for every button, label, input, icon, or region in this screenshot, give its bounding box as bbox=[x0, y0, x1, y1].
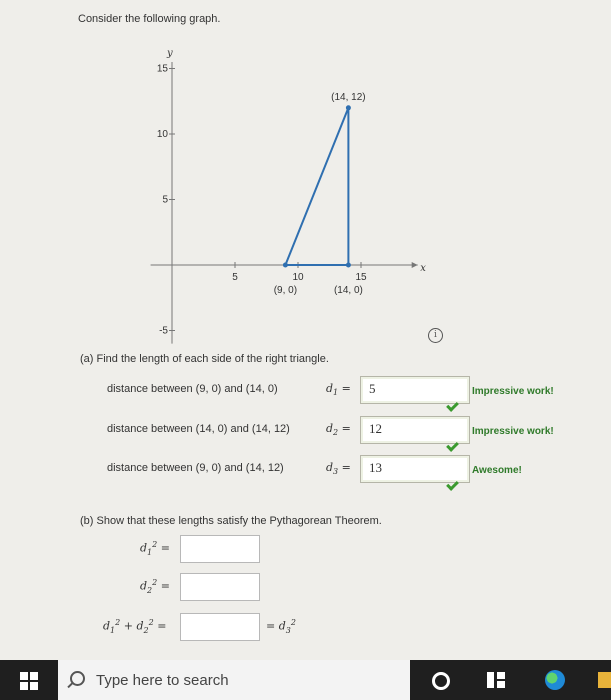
sum-squares-label: $d_1^2 + d_2^2$ = bbox=[103, 618, 167, 635]
distance-label-1: distance between (9, 0) and (14, 0) bbox=[107, 383, 278, 395]
windows-taskbar bbox=[0, 660, 611, 700]
part-b-heading: (b) Show that these lengths satisfy the Pythagorean Theorem. bbox=[80, 515, 382, 527]
vertex-point bbox=[346, 105, 351, 110]
feedback-text-3: Awesome! bbox=[472, 465, 522, 476]
x-tick-label: 5 bbox=[232, 272, 238, 283]
x-tick-label: 10 bbox=[292, 272, 304, 283]
point-annotation: (14, 0) bbox=[333, 285, 363, 296]
x-tick-label: 15 bbox=[355, 272, 367, 283]
search-placeholder: Type here to search bbox=[96, 672, 229, 689]
d2-squared-label: $d_2^2$ = bbox=[140, 578, 170, 595]
taskbar-search-box[interactable] bbox=[58, 660, 410, 700]
d3-answer-value: 13 bbox=[369, 460, 382, 475]
feedback-text-2: Impressive work! bbox=[472, 426, 554, 437]
distance-label-2: distance between (14, 0) and (14, 12) bbox=[107, 423, 290, 435]
d3-squared-label: = $d_3^2$ bbox=[266, 618, 296, 635]
triangle-graph bbox=[0, 0, 611, 345]
feedback-text-1: Impressive work! bbox=[472, 386, 554, 397]
d2-answer-value: 12 bbox=[369, 421, 382, 436]
vertex-point bbox=[283, 263, 288, 268]
cortana-icon[interactable] bbox=[432, 672, 450, 690]
distance-label-3: distance between (9, 0) and (14, 12) bbox=[107, 462, 284, 474]
x-axis-label: x bbox=[420, 263, 426, 274]
y-tick-label: 15 bbox=[156, 63, 168, 75]
d2-squared-input[interactable] bbox=[180, 573, 260, 601]
vertex-point bbox=[346, 263, 351, 268]
triangle-side bbox=[285, 108, 348, 265]
y-axis-label: y bbox=[167, 47, 173, 59]
x-axis-arrow bbox=[412, 262, 418, 268]
d1-squared-input[interactable] bbox=[180, 535, 260, 563]
info-icon[interactable]: i bbox=[428, 328, 443, 343]
point-annotation: (9, 0) bbox=[273, 285, 298, 296]
y-tick-label: 5 bbox=[162, 194, 168, 206]
task-view-icon[interactable] bbox=[487, 672, 505, 688]
point-annotation: (14, 12) bbox=[331, 91, 366, 103]
search-icon bbox=[70, 671, 85, 686]
windows-start-icon[interactable] bbox=[20, 672, 38, 690]
sum-squares-input[interactable] bbox=[180, 613, 260, 641]
d1-answer-value: 5 bbox=[369, 381, 376, 396]
y-tick-label: -5 bbox=[159, 325, 168, 337]
question-prompt: Consider the following graph. bbox=[78, 13, 221, 25]
d3-variable: $d_3$ = bbox=[326, 461, 351, 477]
file-explorer-icon[interactable] bbox=[598, 672, 611, 688]
edge-browser-icon[interactable] bbox=[545, 670, 565, 690]
d1-squared-label: $d_1^2$ = bbox=[140, 540, 170, 557]
d1-variable: $d_1$ = bbox=[326, 382, 351, 398]
y-tick-label: 10 bbox=[156, 129, 168, 140]
part-a-heading: (a) Find the length of each side of the right triangle. bbox=[80, 353, 329, 365]
d2-variable: $d_2$ = bbox=[326, 422, 351, 438]
